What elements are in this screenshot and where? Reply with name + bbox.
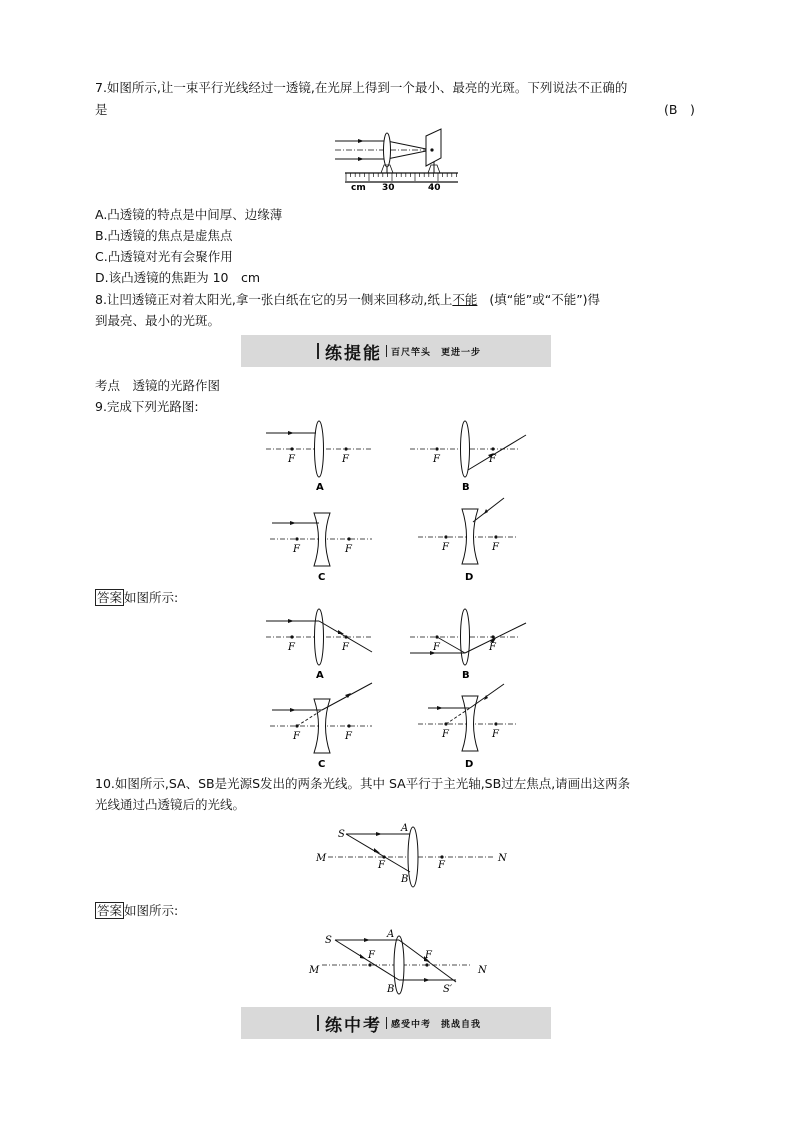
point-s: S: [325, 935, 332, 946]
focus-label: F: [489, 454, 496, 465]
focus-label: F: [442, 729, 449, 740]
q7-text-line1: 7.如图所示,让一束平行光线经过一透镜,在光屏上得到一个最小、最亮的光斑。下列说法不正确的: [95, 80, 628, 95]
q8-blank-answer: 不能: [452, 292, 478, 307]
ruler-tick-40: 40: [428, 183, 441, 193]
banner-title: 练提能: [324, 343, 382, 364]
focus-label: F: [492, 542, 499, 553]
diagram-label-c: C: [318, 572, 326, 583]
axis-m: M: [309, 965, 320, 976]
diagram-label-b: B: [462, 670, 470, 681]
banner-title: 练中考: [324, 1015, 382, 1036]
axis-m: M: [316, 853, 327, 864]
axis-n: N: [498, 853, 507, 864]
focus-label: F: [288, 454, 295, 465]
focus-label: F: [433, 642, 440, 653]
focus-label: F: [293, 731, 300, 742]
focus-label: F: [425, 950, 432, 961]
focus-label: F: [492, 729, 499, 740]
focus-label: F: [345, 731, 352, 742]
answer-tag: 答案: [97, 903, 123, 918]
q7-text-line2: 是: [95, 102, 108, 117]
focus-label: F: [368, 950, 375, 961]
focus-label: F: [342, 642, 349, 653]
q7-option-d: D.该凸透镜的焦距为 10 cm: [95, 270, 261, 285]
section-banner-exam: [241, 1007, 551, 1039]
diagram-label-a: A: [316, 482, 324, 493]
banner-subtitle: 百尺竿头 更进一步: [390, 347, 481, 358]
q8-post: (填“能”或“不能”)得: [489, 292, 601, 307]
diagram-label-d: D: [465, 572, 474, 583]
axis-n: N: [478, 965, 487, 976]
focus-label: F: [345, 544, 352, 555]
q10-text-line1: 10.如图所示,SA、SB是光源S发出的两条光线。其中 SA平行于主光轴,SB过左焦点,请画出这两条: [95, 776, 631, 791]
q7-option-b: B.凸透镜的焦点是虚焦点: [95, 228, 233, 243]
q7-option-c: C.凸透镜对光有会聚作用: [95, 249, 233, 264]
focus-label: F: [288, 642, 295, 653]
ruler-unit-label: cm: [351, 183, 366, 193]
section-label: 考点 透镜的光路作图: [95, 378, 221, 393]
banner-divider: [386, 1017, 387, 1029]
q9-prompt: 9.完成下列光路图:: [95, 399, 199, 414]
point-s: S: [338, 829, 345, 840]
point-a: A: [387, 929, 395, 940]
q7-answer: (B ): [664, 102, 695, 117]
ruler-tick-30: 30: [382, 183, 395, 193]
q10-text-line2: 光线通过凸透镜后的光线。: [95, 797, 246, 812]
focus-label: F: [293, 544, 300, 555]
answer-text: 如图所示:: [124, 590, 179, 605]
image-point-s: S′: [443, 984, 453, 995]
focus-label: F: [342, 454, 349, 465]
focus-label: F: [442, 542, 449, 553]
diagram-label-c: C: [318, 759, 326, 770]
point-b: B: [387, 984, 395, 995]
point-a: A: [401, 823, 409, 834]
diagram-label-d: D: [465, 759, 474, 770]
diagram-label-b: B: [462, 482, 470, 493]
banner-subtitle: 感受中考 挑战自我: [390, 1019, 481, 1030]
focus-label: F: [433, 454, 440, 465]
q8-text-line2: 到最亮、最小的光斑。: [95, 313, 221, 328]
answer-text: 如图所示:: [124, 903, 179, 918]
focus-label: F: [438, 860, 445, 871]
focus-label: F: [378, 860, 385, 871]
focus-label: F: [489, 642, 496, 653]
point-b: B: [401, 874, 409, 885]
q7-option-a: A.凸透镜的特点是中间厚、边缘薄: [95, 207, 283, 222]
banner-divider: [317, 1015, 319, 1031]
answer-tag: 答案: [97, 590, 123, 605]
q8-pre: 8.让凹透镜正对着太阳光,拿一张白纸在它的另一侧来回移动,纸上: [95, 292, 453, 307]
diagram-label-a: A: [316, 670, 324, 681]
